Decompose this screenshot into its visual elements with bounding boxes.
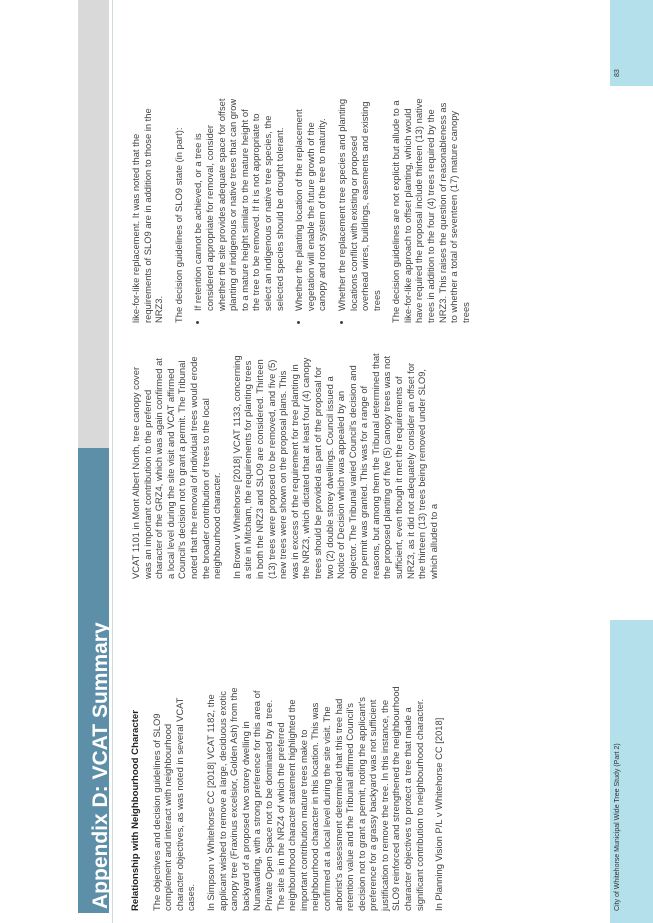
paragraph: The decision guidelines of SLO9 state (in part):: [172, 127, 184, 323]
paragraph: In Brown v Whitehorse [2018] VCAT 1133, concerning a site in Mitcham, the requirements for planting trees in both the NRZ3 and SLO9 are considered. Thirteen (13) trees were proposed to be removed, and five (5) new trees were shown on the proposal plans. This was in excess of the requirement for tree planting in the NRZ3, which dictated that at least four (4) canopy trees should be provided as part of the proposal for two (2) double storey dwellings. Council issued a Notice of Decision which was appealed by an objector. The Tribunal varied Council's decision and no permit was granted. This was for a range of reasons, but among them the Tribunal determined that the proposed planting of five (5) canopy trees was not sufficient, even though it met the requirements of NRZ3, as it did not adequately consider an offset for the thirteen (13) trees being removed under SLO9, which alluded to a: [230, 353, 439, 579]
paragraph: In Simpson v Whitehorse CC [2018] VCAT 1182, the applicant wished to remove a large, deciduous exotic canopy tree (Fraxinus excelsior, Golden Ash) from the backyard of a proposed two storey dwelling in Nunawading, with a strong preference for this area of Private Open Space not to be dominated by a tree. The site is in the NRZ4 of which the preferred neighbourhood character statement highlighted the important contribution mature trees make to neighbourhood character in this location. This was confirmed at a local level during the site visit. The arborist's assessment determined that this tree had retention value and the Tribunal affirmed Council's decision not to grant a permit, noting the applicant's preference for a grassy backyard was not sufficient justification to remove the tree. In this instance, the SLO9 reinforced and strengthened the neighbourhood character objectives to protect a tree that made a significant contribution to neighbourhood character.: [204, 686, 425, 911]
paragraph: The objectives and decision guidelines of SLO9 complement and interact with neighbourhood character objectives, as was noted in several VCAT cases.: [150, 697, 197, 911]
paragraph: The decision guidelines are not explicit but allude to a like-for-like approach to offset planting, which would have required the proposal include thirteen (13) native trees in addition to the four (4) trees required by the NRZ3. This raises the question of reasonableness as to whether a total of seventeen (17) mature canopy trees: [390, 98, 471, 323]
footer-text: City of Whitehorse Municipal Wide Tree Study (Part 2): [614, 743, 621, 911]
list-item: • Whether the replacement tree species and planting locations conflict with existing or proposed overhead wires, buildings, easements and existing trees: [336, 97, 382, 311]
column-1: [130, 685, 453, 911]
list-item: • If retention cannot be achieved, or a tree is considered appropriate for removal, consider whether the site provides adequate space for offset planting of indigenous or native trees that can grow to a mature height similar to the mature height of the tree to be removed. If it is not appropriate to select an indigenous or native tree species, the selected species should be drought tolerant.: [192, 97, 285, 311]
column-2: [130, 353, 447, 579]
page-number: 83: [614, 69, 621, 77]
bullet-list: [192, 97, 382, 323]
page-title: Appendix D: VCAT Summary: [89, 622, 112, 909]
paragraph: In Planning Vision P/L v Whitehorse CC [2018]: [433, 717, 445, 911]
paragraph: VCAT 1101 in Mont Albert North, tree canopy cover was an important contribution to the preferred character of the GRZ4, which was again confirmed at a local level during the site visit and VCAT affirmed Council's decision not to grant a permit. The Tribunal noted that the removal of individual trees would erode the broader contribution of trees to the local neighbourhood character.: [130, 356, 223, 579]
list-item: • Whether the planting location of the replacement vegetation will enable the future growth of the canopy and root system of the tree to maturity.: [293, 97, 328, 311]
column-3: [130, 97, 479, 323]
paragraph: like-for-like replacement. It was noted that the requirements of SLO9 are in addition to those in the NRZ3.: [130, 108, 165, 323]
section-heading: Relationship with Neighbourhood Character: [130, 710, 141, 911]
